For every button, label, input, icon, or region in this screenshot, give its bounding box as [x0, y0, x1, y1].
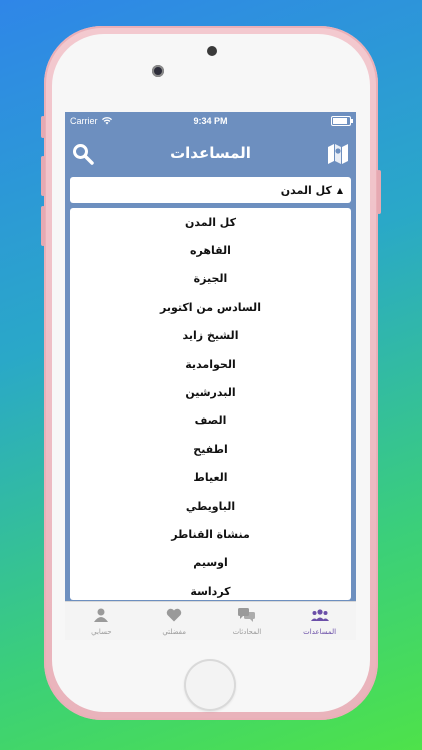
- map-icon[interactable]: [326, 142, 350, 166]
- city-list-item[interactable]: السادس من اكتوبر: [160, 300, 261, 314]
- tab-item[interactable]: [65, 602, 138, 640]
- person-icon: [93, 607, 109, 626]
- tab-label: المحادثات: [232, 627, 262, 636]
- app-screen: [65, 112, 356, 640]
- volume-down-button: [41, 206, 45, 246]
- tab-label: حسابي: [91, 627, 112, 636]
- power-button: [377, 170, 381, 214]
- city-list-item[interactable]: اوسيم: [193, 556, 228, 570]
- tab-bar: [65, 601, 356, 640]
- city-list-item[interactable]: الشيخ زايد: [182, 329, 239, 343]
- city-list-item[interactable]: كرداسة: [190, 584, 231, 598]
- city-list-item[interactable]: القاهره: [190, 244, 231, 258]
- city-list-item[interactable]: الصف: [194, 414, 227, 428]
- status-time: 9:34 PM: [193, 116, 228, 126]
- chat-icon: [238, 607, 256, 626]
- city-dropdown[interactable]: [70, 177, 351, 203]
- city-list-item[interactable]: العياط: [193, 471, 228, 485]
- city-list-item[interactable]: الجيزة: [193, 272, 228, 286]
- front-speaker: [207, 46, 217, 56]
- city-list-item[interactable]: البدرشين: [185, 386, 236, 400]
- city-list-item[interactable]: اطفيح: [193, 442, 228, 456]
- dropdown-selected-city: كل المدن: [280, 183, 332, 197]
- front-camera: [152, 65, 164, 77]
- volume-up-button: [41, 156, 45, 196]
- tab-label: المساعدات: [303, 627, 337, 636]
- caret-up-icon: ▲: [336, 185, 343, 195]
- group-icon: [311, 607, 329, 626]
- tab-item[interactable]: [211, 602, 284, 640]
- city-list-item[interactable]: الحوامدية: [185, 357, 236, 371]
- mute-switch: [41, 116, 45, 138]
- status-bar: [65, 112, 356, 130]
- heart-icon: [166, 607, 182, 626]
- tab-item[interactable]: [283, 602, 356, 640]
- carrier-label: Carrier: [70, 116, 98, 126]
- city-list: [70, 208, 351, 600]
- city-list-item[interactable]: كل المدن: [184, 215, 237, 229]
- tab-label: مفضلتي: [162, 627, 186, 636]
- nav-bar: [65, 130, 356, 176]
- search-icon[interactable]: [71, 142, 95, 166]
- city-list-item[interactable]: الباويطي: [185, 499, 236, 513]
- battery-icon: [331, 116, 351, 126]
- home-button[interactable]: [184, 659, 236, 711]
- city-list-item[interactable]: منشاة القناطر: [171, 527, 250, 541]
- tab-item[interactable]: [138, 602, 211, 640]
- page-title: المساعدات: [170, 144, 251, 162]
- battery-level: [333, 118, 347, 124]
